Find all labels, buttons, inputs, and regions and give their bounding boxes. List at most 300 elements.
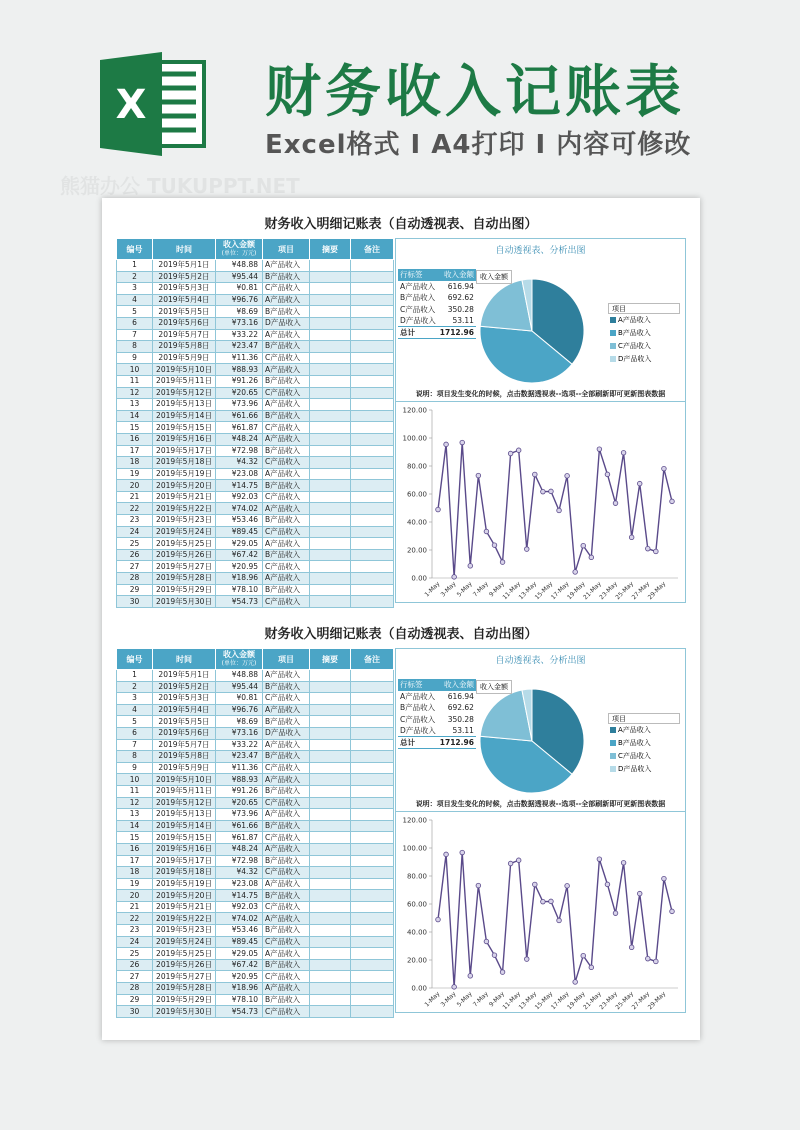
cell-no[interactable]: 16 bbox=[117, 433, 153, 445]
cell-remark[interactable] bbox=[351, 352, 394, 364]
pivot-row-value[interactable]: 616.94 bbox=[447, 281, 474, 291]
cell-summary[interactable] bbox=[310, 959, 351, 971]
cell-item[interactable]: C产品收入 bbox=[263, 352, 310, 364]
cell-amount[interactable]: ¥72.98 bbox=[216, 855, 263, 867]
cell-remark[interactable] bbox=[351, 410, 394, 422]
cell-amount[interactable]: ¥61.87 bbox=[216, 422, 263, 434]
cell-remark[interactable] bbox=[351, 948, 394, 960]
pivot-header-label[interactable]: 行标签 bbox=[398, 679, 438, 691]
cell-date[interactable]: 2019年5月25日 bbox=[153, 538, 216, 550]
cell-amount[interactable]: ¥18.96 bbox=[216, 983, 263, 995]
cell-no[interactable]: 28 bbox=[117, 573, 153, 585]
cell-no[interactable]: 30 bbox=[117, 1006, 153, 1018]
cell-no[interactable]: 9 bbox=[117, 352, 153, 364]
cell-item[interactable]: A产品收入 bbox=[263, 364, 310, 376]
pivot-row-label[interactable]: B产品收入 bbox=[400, 293, 436, 303]
cell-summary[interactable] bbox=[310, 878, 351, 890]
pivot-table[interactable] bbox=[398, 269, 476, 339]
col-header-item[interactable]: 项目 bbox=[263, 649, 310, 670]
cell-item[interactable]: A产品收入 bbox=[263, 538, 310, 550]
pie-value-field-button[interactable]: 收入金额 bbox=[476, 270, 512, 284]
cell-remark[interactable] bbox=[351, 867, 394, 879]
cell-item[interactable]: B产品收入 bbox=[263, 785, 310, 797]
pivot-row-value[interactable]: 616.94 bbox=[447, 691, 474, 701]
cell-remark[interactable] bbox=[351, 526, 394, 538]
cell-amount[interactable]: ¥53.46 bbox=[216, 925, 263, 937]
cell-remark[interactable] bbox=[351, 878, 394, 890]
cell-no[interactable]: 5 bbox=[117, 306, 153, 318]
cell-date[interactable]: 2019年5月20日 bbox=[153, 890, 216, 902]
cell-no[interactable]: 25 bbox=[117, 538, 153, 550]
cell-amount[interactable]: ¥23.08 bbox=[216, 878, 263, 890]
cell-date[interactable]: 2019年5月13日 bbox=[153, 809, 216, 821]
cell-date[interactable]: 2019年5月22日 bbox=[153, 913, 216, 925]
cell-item[interactable]: B产品收入 bbox=[263, 480, 310, 492]
cell-summary[interactable] bbox=[310, 387, 351, 399]
cell-amount[interactable]: ¥96.76 bbox=[216, 294, 263, 306]
cell-amount[interactable]: ¥8.69 bbox=[216, 716, 263, 728]
col-header-amount[interactable] bbox=[216, 649, 263, 670]
cell-date[interactable]: 2019年5月12日 bbox=[153, 387, 216, 399]
cell-summary[interactable] bbox=[310, 832, 351, 844]
cell-amount[interactable]: ¥91.26 bbox=[216, 375, 263, 387]
cell-no[interactable]: 27 bbox=[117, 561, 153, 573]
cell-remark[interactable] bbox=[351, 317, 394, 329]
cell-remark[interactable] bbox=[351, 515, 394, 527]
cell-remark[interactable] bbox=[351, 693, 394, 705]
pivot-header-value[interactable]: 收入金额 bbox=[438, 269, 476, 281]
cell-remark[interactable] bbox=[351, 971, 394, 983]
cell-date[interactable]: 2019年5月1日 bbox=[153, 260, 216, 272]
pivot-row-value[interactable]: 692.62 bbox=[447, 703, 474, 713]
cell-no[interactable]: 14 bbox=[117, 820, 153, 832]
cell-amount[interactable]: ¥73.96 bbox=[216, 809, 263, 821]
pivot-row-label[interactable]: D产品收入 bbox=[400, 726, 436, 735]
cell-summary[interactable] bbox=[310, 739, 351, 751]
cell-remark[interactable] bbox=[351, 364, 394, 376]
cell-no[interactable]: 29 bbox=[117, 584, 153, 596]
cell-date[interactable]: 2019年5月29日 bbox=[153, 994, 216, 1006]
cell-item[interactable]: C产品收入 bbox=[263, 901, 310, 913]
cell-no[interactable]: 30 bbox=[117, 596, 153, 608]
cell-item[interactable]: B产品收入 bbox=[263, 271, 310, 283]
cell-summary[interactable] bbox=[310, 561, 351, 573]
cell-no[interactable]: 7 bbox=[117, 739, 153, 751]
cell-no[interactable]: 10 bbox=[117, 774, 153, 786]
pivot-row-value[interactable]: 53.11 bbox=[452, 726, 474, 735]
cell-summary[interactable] bbox=[310, 936, 351, 948]
cell-summary[interactable] bbox=[310, 491, 351, 503]
cell-summary[interactable] bbox=[310, 549, 351, 561]
cell-no[interactable]: 6 bbox=[117, 727, 153, 739]
cell-summary[interactable] bbox=[310, 538, 351, 550]
cell-date[interactable]: 2019年5月28日 bbox=[153, 983, 216, 995]
cell-date[interactable]: 2019年5月14日 bbox=[153, 410, 216, 422]
cell-no[interactable]: 19 bbox=[117, 878, 153, 890]
cell-no[interactable]: 12 bbox=[117, 387, 153, 399]
cell-no[interactable]: 8 bbox=[117, 341, 153, 353]
col-header-remark[interactable]: 备注 bbox=[351, 649, 394, 670]
cell-date[interactable]: 2019年5月24日 bbox=[153, 526, 216, 538]
cell-item[interactable]: C产品收入 bbox=[263, 797, 310, 809]
cell-amount[interactable]: ¥73.16 bbox=[216, 727, 263, 739]
cell-no[interactable]: 26 bbox=[117, 549, 153, 561]
cell-summary[interactable] bbox=[310, 573, 351, 585]
cell-amount[interactable]: ¥91.26 bbox=[216, 785, 263, 797]
col-header-item[interactable]: 项目 bbox=[263, 239, 310, 260]
cell-remark[interactable] bbox=[351, 901, 394, 913]
cell-no[interactable]: 24 bbox=[117, 526, 153, 538]
cell-no[interactable]: 29 bbox=[117, 994, 153, 1006]
cell-no[interactable]: 1 bbox=[117, 260, 153, 272]
cell-remark[interactable] bbox=[351, 890, 394, 902]
cell-remark[interactable] bbox=[351, 480, 394, 492]
cell-date[interactable]: 2019年5月9日 bbox=[153, 762, 216, 774]
cell-summary[interactable] bbox=[310, 913, 351, 925]
cell-item[interactable]: B产品收入 bbox=[263, 820, 310, 832]
cell-date[interactable]: 2019年5月17日 bbox=[153, 445, 216, 457]
line-chart[interactable] bbox=[396, 811, 685, 1011]
cell-date[interactable]: 2019年5月7日 bbox=[153, 739, 216, 751]
col-header-remark[interactable]: 备注 bbox=[351, 239, 394, 260]
legend-title-field-button[interactable]: 项目 bbox=[608, 303, 680, 314]
cell-summary[interactable] bbox=[310, 422, 351, 434]
cell-item[interactable]: A产品收入 bbox=[263, 739, 310, 751]
cell-amount[interactable]: ¥88.93 bbox=[216, 774, 263, 786]
cell-item[interactable]: C产品收入 bbox=[263, 971, 310, 983]
col-header-summary[interactable]: 摘要 bbox=[310, 649, 351, 670]
cell-item[interactable]: D产品收入 bbox=[263, 317, 310, 329]
cell-summary[interactable] bbox=[310, 294, 351, 306]
col-header-no[interactable]: 编号 bbox=[117, 649, 153, 670]
cell-no[interactable]: 27 bbox=[117, 971, 153, 983]
cell-remark[interactable] bbox=[351, 983, 394, 995]
pivot-row-value[interactable]: 53.11 bbox=[452, 316, 474, 325]
cell-remark[interactable] bbox=[351, 832, 394, 844]
cell-date[interactable]: 2019年5月19日 bbox=[153, 878, 216, 890]
cell-item[interactable]: A产品收入 bbox=[263, 433, 310, 445]
cell-no[interactable]: 11 bbox=[117, 375, 153, 387]
cell-no[interactable]: 6 bbox=[117, 317, 153, 329]
cell-remark[interactable] bbox=[351, 341, 394, 353]
cell-summary[interactable] bbox=[310, 445, 351, 457]
cell-remark[interactable] bbox=[351, 271, 394, 283]
pivot-row-value[interactable]: 350.28 bbox=[447, 714, 474, 724]
cell-remark[interactable] bbox=[351, 716, 394, 728]
cell-no[interactable]: 22 bbox=[117, 503, 153, 515]
cell-date[interactable]: 2019年5月5日 bbox=[153, 716, 216, 728]
cell-remark[interactable] bbox=[351, 503, 394, 515]
cell-item[interactable]: A产品收入 bbox=[263, 704, 310, 716]
cell-summary[interactable] bbox=[310, 693, 351, 705]
cell-remark[interactable] bbox=[351, 260, 394, 272]
cell-date[interactable]: 2019年5月6日 bbox=[153, 727, 216, 739]
cell-date[interactable]: 2019年5月24日 bbox=[153, 936, 216, 948]
cell-amount[interactable]: ¥53.46 bbox=[216, 515, 263, 527]
cell-date[interactable]: 2019年5月19日 bbox=[153, 468, 216, 480]
cell-amount[interactable]: ¥20.95 bbox=[216, 561, 263, 573]
cell-item[interactable]: B产品收入 bbox=[263, 751, 310, 763]
col-header-summary[interactable]: 摘要 bbox=[310, 239, 351, 260]
cell-summary[interactable] bbox=[310, 681, 351, 693]
cell-summary[interactable] bbox=[310, 341, 351, 353]
cell-amount[interactable]: ¥73.96 bbox=[216, 399, 263, 411]
cell-item[interactable]: A产品收入 bbox=[263, 948, 310, 960]
cell-amount[interactable]: ¥61.66 bbox=[216, 410, 263, 422]
cell-date[interactable]: 2019年5月6日 bbox=[153, 317, 216, 329]
cell-remark[interactable] bbox=[351, 538, 394, 550]
cell-remark[interactable] bbox=[351, 797, 394, 809]
cell-summary[interactable] bbox=[310, 901, 351, 913]
cell-summary[interactable] bbox=[310, 971, 351, 983]
cell-remark[interactable] bbox=[351, 704, 394, 716]
cell-item[interactable]: B产品收入 bbox=[263, 994, 310, 1006]
cell-summary[interactable] bbox=[310, 480, 351, 492]
cell-remark[interactable] bbox=[351, 306, 394, 318]
col-header-date[interactable]: 时间 bbox=[153, 649, 216, 670]
cell-summary[interactable] bbox=[310, 983, 351, 995]
cell-amount[interactable]: ¥88.93 bbox=[216, 364, 263, 376]
cell-no[interactable]: 23 bbox=[117, 925, 153, 937]
cell-item[interactable]: A产品收入 bbox=[263, 670, 310, 682]
cell-item[interactable]: C产品收入 bbox=[263, 283, 310, 295]
cell-no[interactable]: 13 bbox=[117, 399, 153, 411]
cell-date[interactable]: 2019年5月7日 bbox=[153, 329, 216, 341]
cell-date[interactable]: 2019年5月14日 bbox=[153, 820, 216, 832]
cell-remark[interactable] bbox=[351, 549, 394, 561]
pie-chart[interactable] bbox=[474, 267, 684, 385]
cell-date[interactable]: 2019年5月26日 bbox=[153, 549, 216, 561]
cell-remark[interactable] bbox=[351, 387, 394, 399]
cell-no[interactable]: 1 bbox=[117, 670, 153, 682]
cell-amount[interactable]: ¥20.65 bbox=[216, 387, 263, 399]
cell-item[interactable]: B产品收入 bbox=[263, 445, 310, 457]
cell-summary[interactable] bbox=[310, 283, 351, 295]
cell-remark[interactable] bbox=[351, 774, 394, 786]
cell-remark[interactable] bbox=[351, 375, 394, 387]
cell-date[interactable]: 2019年5月21日 bbox=[153, 491, 216, 503]
cell-no[interactable]: 17 bbox=[117, 855, 153, 867]
cell-date[interactable]: 2019年5月30日 bbox=[153, 596, 216, 608]
cell-no[interactable]: 2 bbox=[117, 681, 153, 693]
cell-item[interactable]: A产品收入 bbox=[263, 329, 310, 341]
cell-item[interactable]: A产品收入 bbox=[263, 399, 310, 411]
cell-no[interactable]: 8 bbox=[117, 751, 153, 763]
cell-remark[interactable] bbox=[351, 670, 394, 682]
cell-amount[interactable]: ¥0.81 bbox=[216, 283, 263, 295]
col-header-date[interactable]: 时间 bbox=[153, 239, 216, 260]
cell-item[interactable]: A产品收入 bbox=[263, 878, 310, 890]
cell-summary[interactable] bbox=[310, 890, 351, 902]
cell-no[interactable]: 21 bbox=[117, 491, 153, 503]
cell-summary[interactable] bbox=[310, 867, 351, 879]
cell-summary[interactable] bbox=[310, 727, 351, 739]
cell-remark[interactable] bbox=[351, 573, 394, 585]
pivot-row-label[interactable]: C产品收入 bbox=[400, 304, 436, 314]
cell-date[interactable]: 2019年5月5日 bbox=[153, 306, 216, 318]
cell-date[interactable]: 2019年5月26日 bbox=[153, 959, 216, 971]
cell-date[interactable]: 2019年5月27日 bbox=[153, 561, 216, 573]
cell-no[interactable]: 2 bbox=[117, 271, 153, 283]
cell-date[interactable]: 2019年5月11日 bbox=[153, 375, 216, 387]
cell-date[interactable]: 2019年5月11日 bbox=[153, 785, 216, 797]
cell-no[interactable]: 5 bbox=[117, 716, 153, 728]
cell-item[interactable]: C产品收入 bbox=[263, 561, 310, 573]
cell-amount[interactable]: ¥89.45 bbox=[216, 526, 263, 538]
cell-date[interactable]: 2019年5月28日 bbox=[153, 573, 216, 585]
cell-amount[interactable]: ¥20.65 bbox=[216, 797, 263, 809]
cell-date[interactable]: 2019年5月3日 bbox=[153, 283, 216, 295]
cell-date[interactable]: 2019年5月29日 bbox=[153, 584, 216, 596]
cell-date[interactable]: 2019年5月2日 bbox=[153, 271, 216, 283]
pivot-header-value[interactable]: 收入金额 bbox=[438, 679, 476, 691]
cell-date[interactable]: 2019年5月10日 bbox=[153, 774, 216, 786]
cell-summary[interactable] bbox=[310, 364, 351, 376]
cell-amount[interactable]: ¥72.98 bbox=[216, 445, 263, 457]
cell-amount[interactable]: ¥78.10 bbox=[216, 994, 263, 1006]
cell-summary[interactable] bbox=[310, 925, 351, 937]
cell-date[interactable]: 2019年5月13日 bbox=[153, 399, 216, 411]
cell-no[interactable]: 12 bbox=[117, 797, 153, 809]
cell-summary[interactable] bbox=[310, 584, 351, 596]
cell-remark[interactable] bbox=[351, 762, 394, 774]
cell-summary[interactable] bbox=[310, 399, 351, 411]
cell-item[interactable]: C产品收入 bbox=[263, 867, 310, 879]
cell-remark[interactable] bbox=[351, 294, 394, 306]
cell-remark[interactable] bbox=[351, 491, 394, 503]
cell-remark[interactable] bbox=[351, 739, 394, 751]
cell-remark[interactable] bbox=[351, 445, 394, 457]
cell-item[interactable]: B产品收入 bbox=[263, 855, 310, 867]
cell-item[interactable]: A产品收入 bbox=[263, 573, 310, 585]
cell-no[interactable]: 18 bbox=[117, 867, 153, 879]
pivot-row-label[interactable]: A产品收入 bbox=[400, 691, 436, 701]
cell-amount[interactable]: ¥0.81 bbox=[216, 693, 263, 705]
cell-date[interactable]: 2019年5月16日 bbox=[153, 433, 216, 445]
cell-date[interactable]: 2019年5月23日 bbox=[153, 925, 216, 937]
cell-summary[interactable] bbox=[310, 704, 351, 716]
cell-date[interactable]: 2019年5月8日 bbox=[153, 751, 216, 763]
cell-amount[interactable]: ¥11.36 bbox=[216, 762, 263, 774]
cell-date[interactable]: 2019年5月18日 bbox=[153, 867, 216, 879]
cell-no[interactable]: 23 bbox=[117, 515, 153, 527]
cell-remark[interactable] bbox=[351, 283, 394, 295]
cell-no[interactable]: 14 bbox=[117, 410, 153, 422]
cell-date[interactable]: 2019年5月10日 bbox=[153, 364, 216, 376]
cell-amount[interactable]: ¥73.16 bbox=[216, 317, 263, 329]
cell-summary[interactable] bbox=[310, 526, 351, 538]
cell-date[interactable]: 2019年5月27日 bbox=[153, 971, 216, 983]
cell-summary[interactable] bbox=[310, 1006, 351, 1018]
cell-summary[interactable] bbox=[310, 994, 351, 1006]
cell-item[interactable]: B产品收入 bbox=[263, 306, 310, 318]
cell-summary[interactable] bbox=[310, 515, 351, 527]
cell-amount[interactable]: ¥54.73 bbox=[216, 1006, 263, 1018]
cell-item[interactable]: C产品收入 bbox=[263, 936, 310, 948]
cell-no[interactable]: 13 bbox=[117, 809, 153, 821]
cell-item[interactable]: A产品收入 bbox=[263, 913, 310, 925]
cell-date[interactable]: 2019年5月23日 bbox=[153, 515, 216, 527]
cell-summary[interactable] bbox=[310, 329, 351, 341]
cell-item[interactable]: B产品收入 bbox=[263, 341, 310, 353]
cell-no[interactable]: 9 bbox=[117, 762, 153, 774]
cell-summary[interactable] bbox=[310, 855, 351, 867]
cell-no[interactable]: 22 bbox=[117, 913, 153, 925]
cell-no[interactable]: 21 bbox=[117, 901, 153, 913]
cell-item[interactable]: A产品收入 bbox=[263, 809, 310, 821]
cell-amount[interactable]: ¥95.44 bbox=[216, 681, 263, 693]
cell-amount[interactable]: ¥74.02 bbox=[216, 913, 263, 925]
cell-summary[interactable] bbox=[310, 375, 351, 387]
cell-no[interactable]: 25 bbox=[117, 948, 153, 960]
cell-date[interactable]: 2019年5月8日 bbox=[153, 341, 216, 353]
cell-amount[interactable]: ¥4.32 bbox=[216, 867, 263, 879]
cell-summary[interactable] bbox=[310, 271, 351, 283]
cell-amount[interactable]: ¥48.24 bbox=[216, 843, 263, 855]
cell-amount[interactable]: ¥78.10 bbox=[216, 584, 263, 596]
cell-item[interactable]: B产品收入 bbox=[263, 890, 310, 902]
cell-remark[interactable] bbox=[351, 959, 394, 971]
cell-remark[interactable] bbox=[351, 994, 394, 1006]
cell-item[interactable]: C产品收入 bbox=[263, 422, 310, 434]
cell-no[interactable]: 19 bbox=[117, 468, 153, 480]
cell-item[interactable]: A产品收入 bbox=[263, 774, 310, 786]
cell-no[interactable]: 26 bbox=[117, 959, 153, 971]
cell-remark[interactable] bbox=[351, 843, 394, 855]
cell-remark[interactable] bbox=[351, 329, 394, 341]
cell-remark[interactable] bbox=[351, 468, 394, 480]
cell-date[interactable]: 2019年5月4日 bbox=[153, 294, 216, 306]
pivot-table[interactable] bbox=[398, 679, 476, 749]
cell-remark[interactable] bbox=[351, 1006, 394, 1018]
cell-amount[interactable]: ¥61.87 bbox=[216, 832, 263, 844]
cell-date[interactable]: 2019年5月1日 bbox=[153, 670, 216, 682]
cell-no[interactable]: 3 bbox=[117, 283, 153, 295]
cell-summary[interactable] bbox=[310, 503, 351, 515]
cell-summary[interactable] bbox=[310, 716, 351, 728]
cell-remark[interactable] bbox=[351, 809, 394, 821]
cell-summary[interactable] bbox=[310, 785, 351, 797]
pivot-row-label[interactable]: B产品收入 bbox=[400, 703, 436, 713]
cell-amount[interactable]: ¥14.75 bbox=[216, 480, 263, 492]
cell-item[interactable]: B产品收入 bbox=[263, 959, 310, 971]
cell-item[interactable]: C产品收入 bbox=[263, 491, 310, 503]
cell-date[interactable]: 2019年5月21日 bbox=[153, 901, 216, 913]
cell-no[interactable]: 24 bbox=[117, 936, 153, 948]
cell-no[interactable]: 20 bbox=[117, 890, 153, 902]
cell-summary[interactable] bbox=[310, 843, 351, 855]
cell-item[interactable]: A产品收入 bbox=[263, 260, 310, 272]
cell-amount[interactable]: ¥61.66 bbox=[216, 820, 263, 832]
cell-remark[interactable] bbox=[351, 925, 394, 937]
cell-item[interactable]: C产品收入 bbox=[263, 596, 310, 608]
cell-item[interactable]: D产品收入 bbox=[263, 727, 310, 739]
cell-amount[interactable]: ¥67.42 bbox=[216, 549, 263, 561]
cell-amount[interactable]: ¥48.24 bbox=[216, 433, 263, 445]
cell-summary[interactable] bbox=[310, 317, 351, 329]
cell-amount[interactable]: ¥20.95 bbox=[216, 971, 263, 983]
cell-amount[interactable]: ¥67.42 bbox=[216, 959, 263, 971]
cell-amount[interactable]: ¥48.88 bbox=[216, 670, 263, 682]
pivot-row-value[interactable]: 350.28 bbox=[447, 304, 474, 314]
cell-summary[interactable] bbox=[310, 809, 351, 821]
cell-summary[interactable] bbox=[310, 670, 351, 682]
cell-item[interactable]: C产品收入 bbox=[263, 693, 310, 705]
pivot-row-label[interactable]: C产品收入 bbox=[400, 714, 436, 724]
cell-remark[interactable] bbox=[351, 433, 394, 445]
cell-remark[interactable] bbox=[351, 751, 394, 763]
cell-item[interactable]: C产品收入 bbox=[263, 387, 310, 399]
